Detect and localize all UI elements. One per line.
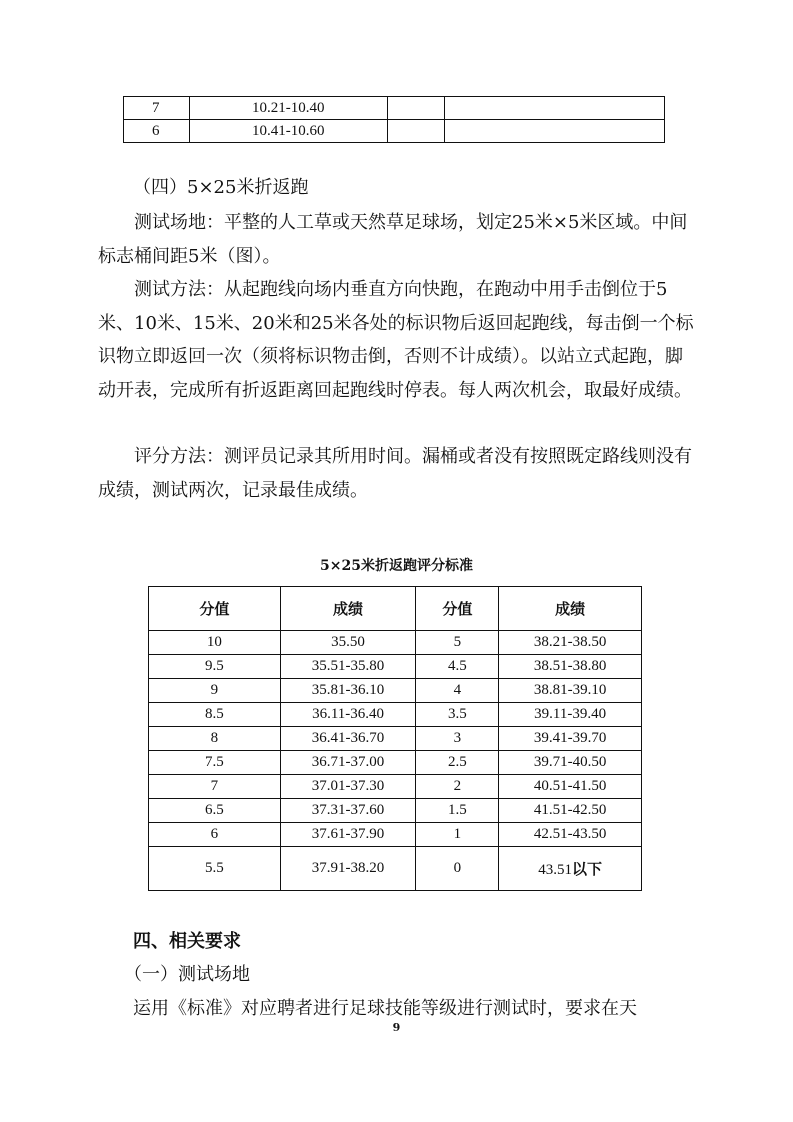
result-cell: 39.71-40.50 xyxy=(499,751,642,775)
score-cell: 3 xyxy=(416,727,499,751)
result-cell: 36.71-37.00 xyxy=(280,751,416,775)
result-number: 43.51 xyxy=(538,862,572,878)
result-cell: 37.91-38.20 xyxy=(280,847,416,891)
table-header-row xyxy=(149,587,642,631)
result-cell: 39.11-39.40 xyxy=(499,703,642,727)
score-cell: 8.5 xyxy=(149,703,281,727)
table-row xyxy=(149,655,642,679)
score-cell: 5.5 xyxy=(149,847,281,891)
score-cell: 6 xyxy=(124,120,190,143)
table-row xyxy=(149,631,642,655)
score-cell: 6 xyxy=(149,823,281,847)
result-cell: 36.41-36.70 xyxy=(280,727,416,751)
score-cell: 4.5 xyxy=(416,655,499,679)
result-cell: 40.51-41.50 xyxy=(499,775,642,799)
result-cell: 35.81-36.10 xyxy=(280,679,416,703)
table-row xyxy=(149,727,642,751)
result-cell: 35.50 xyxy=(280,631,416,655)
header-result: 成绩 xyxy=(499,587,642,631)
score-cell xyxy=(387,97,445,120)
score-cell: 10 xyxy=(149,631,281,655)
score-cell: 5 xyxy=(416,631,499,655)
score-cell: 3.5 xyxy=(416,703,499,727)
table-row xyxy=(124,97,665,120)
result-cell: 10.41-10.60 xyxy=(189,120,387,143)
result-cell xyxy=(445,97,665,120)
previous-score-table xyxy=(123,96,665,143)
header-score: 分值 xyxy=(416,587,499,631)
header-result: 成绩 xyxy=(280,587,416,631)
result-cell: 42.51-43.50 xyxy=(499,823,642,847)
table-row xyxy=(149,823,642,847)
section-title: （四）5×25米折返跑 xyxy=(133,177,309,198)
result-cell: 38.51-38.80 xyxy=(499,655,642,679)
table-caption: 5×25米折返跑评分标准 xyxy=(320,558,473,574)
table-row xyxy=(149,775,642,799)
result-suffix: 以下 xyxy=(571,860,602,878)
result-cell xyxy=(499,847,642,891)
score-cell: 6.5 xyxy=(149,799,281,823)
result-cell: 37.61-37.90 xyxy=(280,823,416,847)
table-row xyxy=(124,120,665,143)
requirement-paragraph: 运用《标准》对应聘者进行足球技能等级进行测试时，要求在天 xyxy=(133,998,637,1019)
score-cell: 9 xyxy=(149,679,281,703)
result-cell: 39.41-39.70 xyxy=(499,727,642,751)
subheading-site: （一）测试场地 xyxy=(124,964,250,985)
result-cell: 37.01-37.30 xyxy=(280,775,416,799)
score-cell: 0 xyxy=(416,847,499,891)
score-cell: 4 xyxy=(416,679,499,703)
result-cell: 36.11-36.40 xyxy=(280,703,416,727)
score-cell: 8 xyxy=(149,727,281,751)
table-row xyxy=(149,703,642,727)
table-row xyxy=(149,799,642,823)
result-cell: 38.81-39.10 xyxy=(499,679,642,703)
table-row xyxy=(149,847,642,891)
result-cell: 38.21-38.50 xyxy=(499,631,642,655)
result-cell: 37.31-37.60 xyxy=(280,799,416,823)
table-row xyxy=(149,679,642,703)
score-cell: 7.5 xyxy=(149,751,281,775)
table-row xyxy=(149,751,642,775)
score-cell: 9.5 xyxy=(149,655,281,679)
header-score: 分值 xyxy=(149,587,281,631)
score-cell: 7 xyxy=(149,775,281,799)
section-heading-4: 四、相关要求 xyxy=(133,931,241,952)
result-cell xyxy=(445,120,665,143)
test-method-paragraph: 测试方法：从起跑线向场内垂直方向快跑，在跑动中用手击倒位于5米、10米、15米、20米和25米各处的标识物后返回起跑线，每击倒一个标识物立即返回一次（须将标识物击倒，否则不计成绩）。以站立式起跑，脚动开表，完成所有折返距离回起跑线时停表。每人两次机会，取最好成绩。 xyxy=(98,279,694,401)
page-number: 9 xyxy=(392,1021,401,1034)
result-cell: 35.51-35.80 xyxy=(280,655,416,679)
scoring-method-paragraph: 评分方法：测评员记录其所用时间。漏桶或者没有按照既定路线则没有成绩，测试两次，记录最佳成绩。 xyxy=(98,446,692,501)
score-cell: 2.5 xyxy=(416,751,499,775)
score-cell: 2 xyxy=(416,775,499,799)
shuttle-run-score-table xyxy=(148,586,642,891)
score-cell: 1 xyxy=(416,823,499,847)
score-cell: 7 xyxy=(124,97,190,120)
test-site-paragraph: 测试场地：平整的人工草或天然草足球场，划定25米×5米区域。中间标志桶间距5米（图）。 xyxy=(98,212,688,267)
score-cell: 1.5 xyxy=(416,799,499,823)
result-cell: 41.51-42.50 xyxy=(499,799,642,823)
score-cell xyxy=(387,120,445,143)
result-cell: 10.21-10.40 xyxy=(189,97,387,120)
